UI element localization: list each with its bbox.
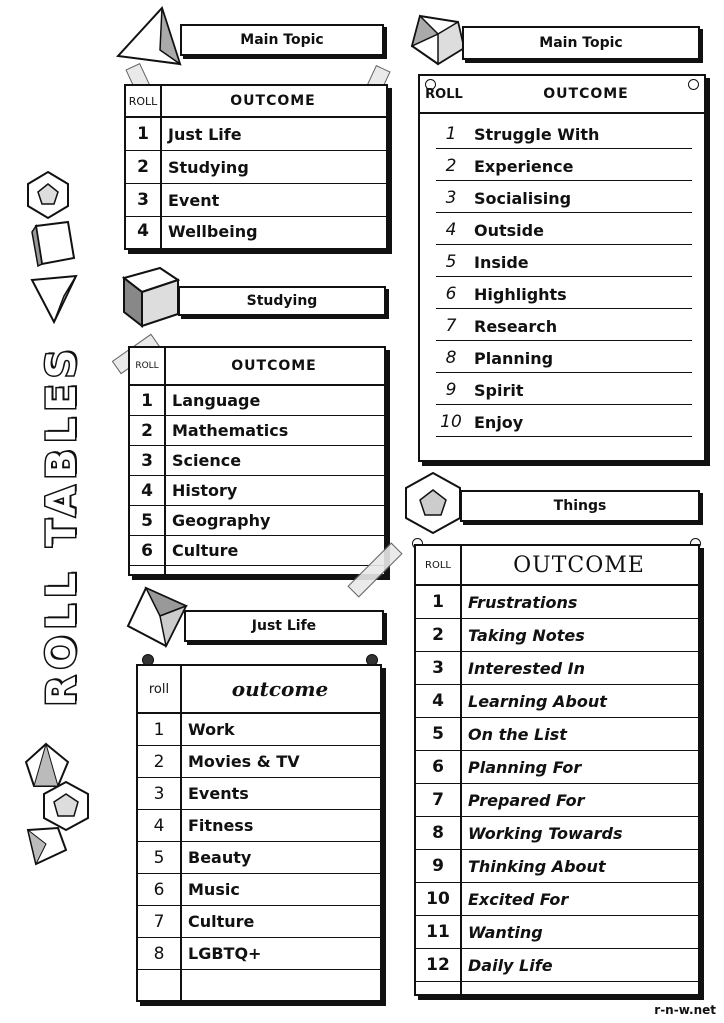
d12-die-icon bbox=[24, 170, 72, 220]
d8-die-icon bbox=[26, 826, 68, 866]
banner-label: Main Topic bbox=[240, 32, 324, 48]
outcome-text: Spirit bbox=[474, 380, 524, 400]
roll-number: 4 bbox=[141, 480, 153, 501]
table-row bbox=[126, 217, 386, 245]
roll-number: 1 bbox=[432, 592, 444, 612]
table-main-topic-right bbox=[418, 74, 706, 462]
roll-number: 3 bbox=[432, 658, 444, 678]
roll-number: 2 bbox=[141, 420, 153, 441]
col-outcome-header: OUTCOME bbox=[543, 86, 629, 102]
col-outcome-header: OUTCOME bbox=[513, 552, 645, 578]
roll-number: 2 bbox=[445, 156, 457, 176]
outcome-text: Experience bbox=[474, 156, 574, 176]
roll-number: 3 bbox=[153, 783, 165, 804]
outcome-text: Mathematics bbox=[172, 421, 289, 440]
table-row bbox=[436, 376, 692, 405]
table-row bbox=[126, 184, 386, 217]
outcome-text: LGBTQ+ bbox=[188, 944, 262, 963]
roll-number: 2 bbox=[153, 751, 165, 772]
roll-number: 7 bbox=[432, 790, 444, 810]
outcome-text: Socialising bbox=[474, 188, 572, 208]
table-row bbox=[416, 718, 698, 751]
roll-number: 10 bbox=[440, 412, 462, 432]
roll-number: 6 bbox=[141, 540, 153, 561]
table-row bbox=[130, 506, 384, 536]
outcome-text: Movies & TV bbox=[188, 752, 300, 771]
roll-number: 8 bbox=[432, 823, 444, 843]
table-row bbox=[138, 746, 380, 778]
roll-number: 2 bbox=[137, 157, 149, 177]
roll-number: 5 bbox=[153, 847, 165, 868]
outcome-text: Culture bbox=[188, 912, 255, 931]
outcome-text: Work bbox=[188, 720, 235, 739]
table-row bbox=[416, 619, 698, 652]
outcome-text: Planning bbox=[474, 348, 554, 368]
roll-number: 6 bbox=[445, 284, 457, 304]
roll-number: 4 bbox=[432, 691, 444, 711]
outcome-text: Outside bbox=[474, 220, 544, 240]
d6-die-icon bbox=[30, 218, 80, 268]
d8-die-icon bbox=[124, 586, 190, 650]
outcome-text: Frustrations bbox=[468, 592, 578, 612]
table-row bbox=[416, 949, 698, 982]
table-studying bbox=[128, 346, 386, 576]
table-row bbox=[416, 751, 698, 784]
table-row bbox=[130, 386, 384, 416]
table-row bbox=[138, 938, 380, 970]
table-row bbox=[138, 810, 380, 842]
table-row bbox=[436, 344, 692, 373]
table-row bbox=[436, 248, 692, 277]
col-roll-header: ROLL bbox=[425, 86, 463, 102]
outcome-text: Language bbox=[172, 391, 261, 410]
roll-number: 5 bbox=[445, 252, 457, 272]
table-row bbox=[138, 874, 380, 906]
banner-main-topic-right bbox=[462, 26, 700, 60]
table-things bbox=[414, 544, 700, 996]
roll-number: 11 bbox=[426, 922, 450, 942]
outcome-text: Taking Notes bbox=[468, 625, 585, 645]
table-row bbox=[416, 817, 698, 850]
table-row bbox=[416, 586, 698, 619]
table-header bbox=[126, 86, 386, 118]
banner-label: Just Life bbox=[251, 618, 317, 634]
table-row bbox=[138, 906, 380, 938]
table-row bbox=[126, 118, 386, 151]
roll-number: 10 bbox=[426, 889, 450, 909]
table-header bbox=[130, 348, 384, 386]
outcome-text: Prepared For bbox=[468, 790, 585, 810]
d8-die-icon bbox=[28, 272, 80, 324]
outcome-text: Science bbox=[172, 451, 242, 470]
table-row bbox=[130, 446, 384, 476]
roll-number: 3 bbox=[137, 190, 149, 210]
roll-number: 1 bbox=[153, 719, 165, 740]
credit-link: r-n-w.net bbox=[654, 1003, 716, 1017]
outcome-text: On the List bbox=[468, 724, 567, 744]
table-row bbox=[416, 685, 698, 718]
roll-number: 7 bbox=[445, 316, 457, 336]
table-row bbox=[436, 184, 692, 213]
d4-die-icon bbox=[116, 6, 184, 68]
roll-number: 1 bbox=[141, 390, 153, 411]
outcome-text: Culture bbox=[172, 541, 239, 560]
outcome-text: Just Life bbox=[168, 124, 242, 144]
outcome-text: Daily Life bbox=[468, 955, 553, 975]
outcome-text: Studying bbox=[168, 157, 249, 177]
roll-number: 6 bbox=[432, 757, 444, 777]
col-roll-header: ROLL bbox=[135, 361, 159, 371]
roll-number: 9 bbox=[445, 380, 457, 400]
banner-just-life bbox=[184, 610, 384, 642]
table-row bbox=[126, 151, 386, 184]
roll-number: 1 bbox=[137, 124, 149, 144]
page-title bbox=[39, 330, 85, 720]
col-outcome-header: OUTCOME bbox=[230, 93, 316, 109]
table-row bbox=[436, 120, 692, 149]
outcome-text: Event bbox=[168, 190, 220, 210]
roll-number: 7 bbox=[153, 911, 165, 932]
table-row bbox=[436, 408, 692, 437]
table-header bbox=[138, 666, 380, 714]
roll-number: 9 bbox=[432, 856, 444, 876]
table-row bbox=[436, 216, 692, 245]
roll-number: 3 bbox=[445, 188, 457, 208]
table-row bbox=[138, 778, 380, 810]
roll-number: 5 bbox=[141, 510, 153, 531]
outcome-text: Research bbox=[474, 316, 558, 336]
outcome-text: Wellbeing bbox=[168, 221, 258, 241]
table-row bbox=[436, 152, 692, 181]
roll-number: 4 bbox=[445, 220, 457, 240]
table-row bbox=[436, 312, 692, 341]
outcome-text: Struggle With bbox=[474, 124, 600, 144]
outcome-text: Events bbox=[188, 784, 249, 803]
table-row bbox=[416, 850, 698, 883]
roll-number: 4 bbox=[137, 221, 149, 241]
col-outcome-header: OUTCOME bbox=[231, 358, 317, 374]
roll-number: 8 bbox=[445, 348, 457, 368]
outcome-text: Interested In bbox=[468, 658, 585, 678]
table-row bbox=[416, 883, 698, 916]
outcome-text: Planning For bbox=[468, 757, 582, 777]
outcome-text: Geography bbox=[172, 511, 271, 530]
outcome-text: Wanting bbox=[468, 922, 543, 942]
table-just-life bbox=[136, 664, 382, 1002]
roll-number: 4 bbox=[153, 815, 165, 836]
page-title-text: ROLL TABLES bbox=[39, 343, 85, 707]
roll-number: 6 bbox=[153, 879, 165, 900]
roll-number: 8 bbox=[153, 943, 165, 964]
table-row bbox=[416, 784, 698, 817]
banner-main-topic-left bbox=[180, 24, 384, 56]
outcome-text: Beauty bbox=[188, 848, 252, 867]
d6-die-icon bbox=[116, 264, 182, 330]
table-row bbox=[130, 416, 384, 446]
roll-number: 5 bbox=[432, 724, 444, 744]
table-row bbox=[138, 842, 380, 874]
col-roll-header: ROLL bbox=[425, 559, 451, 571]
col-roll-header: ROLL bbox=[128, 94, 158, 108]
outcome-text: Working Towards bbox=[468, 823, 623, 843]
table-main-topic-left bbox=[124, 84, 388, 250]
outcome-text: Excited For bbox=[468, 889, 569, 909]
roll-number: 2 bbox=[432, 625, 444, 645]
d12-die-icon bbox=[400, 470, 466, 536]
banner-label: Main Topic bbox=[539, 35, 623, 51]
outcome-text: Inside bbox=[474, 252, 529, 272]
outcome-text: Music bbox=[188, 880, 240, 899]
banner-studying bbox=[178, 286, 386, 316]
outcome-text: Thinking About bbox=[468, 856, 606, 876]
table-row bbox=[138, 714, 380, 746]
outcome-text: Fitness bbox=[188, 816, 254, 835]
table-row bbox=[416, 916, 698, 949]
banner-label: Studying bbox=[246, 293, 318, 309]
roll-number: 12 bbox=[426, 955, 450, 975]
table-header bbox=[416, 546, 698, 586]
col-outcome-header: outcome bbox=[231, 677, 329, 701]
table-row bbox=[416, 652, 698, 685]
roll-number: 3 bbox=[141, 450, 153, 471]
outcome-text: Learning About bbox=[468, 691, 607, 711]
col-roll-header: roll bbox=[148, 681, 170, 697]
table-row bbox=[130, 476, 384, 506]
d12-die-icon bbox=[40, 780, 92, 832]
outcome-text: Enjoy bbox=[474, 412, 524, 432]
d10-die-icon bbox=[408, 14, 466, 66]
table-row bbox=[436, 280, 692, 309]
roll-number: 1 bbox=[445, 124, 457, 144]
table-row bbox=[130, 536, 384, 566]
table-header bbox=[420, 76, 704, 114]
outcome-text: Highlights bbox=[474, 284, 567, 304]
outcome-text: History bbox=[172, 481, 238, 500]
banner-label: Things bbox=[553, 498, 607, 514]
banner-things bbox=[460, 490, 700, 522]
